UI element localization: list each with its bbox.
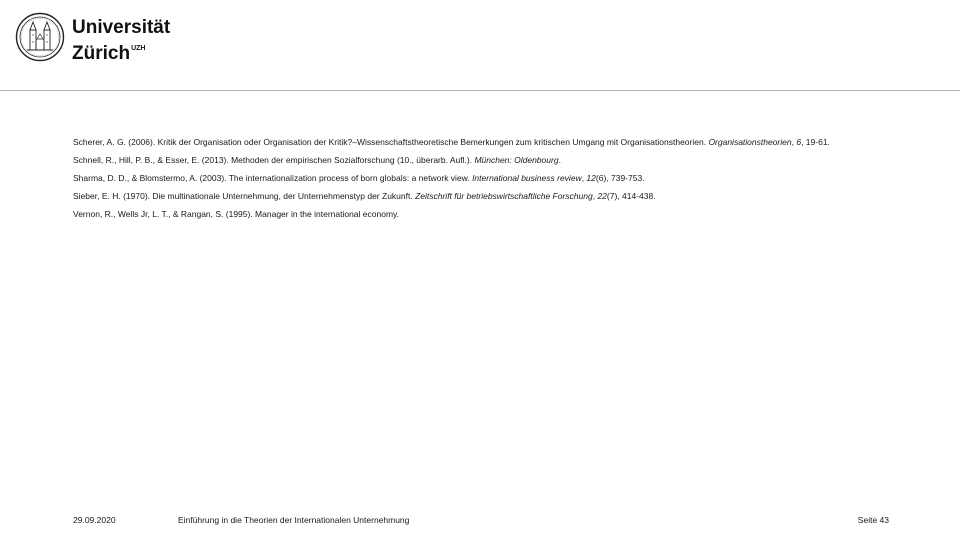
reference-italic-segment: München: Oldenbourg xyxy=(474,155,559,165)
reference-text-segment: . xyxy=(558,155,561,165)
reference-text-segment: , xyxy=(592,191,598,201)
reference-entry xyxy=(73,154,893,166)
university-name-line2 xyxy=(72,38,170,64)
reference-text-segment: , 19-61. xyxy=(801,137,830,147)
reference-italic-segment: Organisationstheorien xyxy=(708,137,792,147)
header-divider xyxy=(0,90,960,91)
reference-italic-segment: 6 xyxy=(796,137,802,147)
university-name-line1: Universität xyxy=(72,17,171,38)
university-name xyxy=(72,17,170,64)
footer-date: 29.09.2020 xyxy=(73,515,116,525)
reference-text-segment: Schnell, R., Hill, P. B., & Esser, E. (2013). Methoden der empirischen Sozialforschung (10., überarb. Aufl.). xyxy=(73,155,475,165)
reference-text-segment: (7), 414-438. xyxy=(606,191,656,201)
reference-entry xyxy=(73,136,893,148)
reference-italic-segment: 12 xyxy=(586,173,596,183)
reference-text-segment: , xyxy=(791,137,797,147)
reference-text-segment: , xyxy=(581,173,587,183)
reference-text-segment: Vernon, R., Wells Jr, L. T., & Rangan, S. (1995). Manager in the international economy. xyxy=(73,209,400,219)
university-logo xyxy=(15,12,171,64)
reference-text-segment: Scherer, A. G. (2006). Kritik der Organisation oder Organisation der Kritik?–Wissenschaftstheoretische Bemerkungen zum kritischen Umgang mit Organisationstheorien. xyxy=(73,137,709,147)
reference-list xyxy=(73,136,893,226)
reference-italic-segment: 22 xyxy=(597,191,607,201)
footer-page-number: Seite 43 xyxy=(857,515,889,525)
reference-entry xyxy=(73,172,893,184)
footer-course-title: Einführung in die Theorien der Internationalen Unternehmung xyxy=(178,515,410,525)
university-name-zurich: Zürich xyxy=(72,43,131,64)
reference-text-segment: (6), 739-753. xyxy=(595,173,645,183)
reference-text-segment: Sharma, D. D., & Blomstermo, A. (2003). The internationalization process of born globals: a network view. xyxy=(73,173,473,183)
reference-italic-segment: International business review xyxy=(472,173,582,183)
uzh-superscript: UZH xyxy=(131,45,146,52)
reference-entry xyxy=(73,208,893,220)
reference-entry xyxy=(73,190,893,202)
reference-text-segment: Sieber, E. H. (1970). Die multinationale Unternehmung, der Unternehmenstyp der Zukunft. xyxy=(73,191,416,201)
reference-italic-segment: Zeitschrift für betriebswirtschaftliche Forschung xyxy=(415,191,593,201)
university-seal-icon xyxy=(15,12,65,62)
